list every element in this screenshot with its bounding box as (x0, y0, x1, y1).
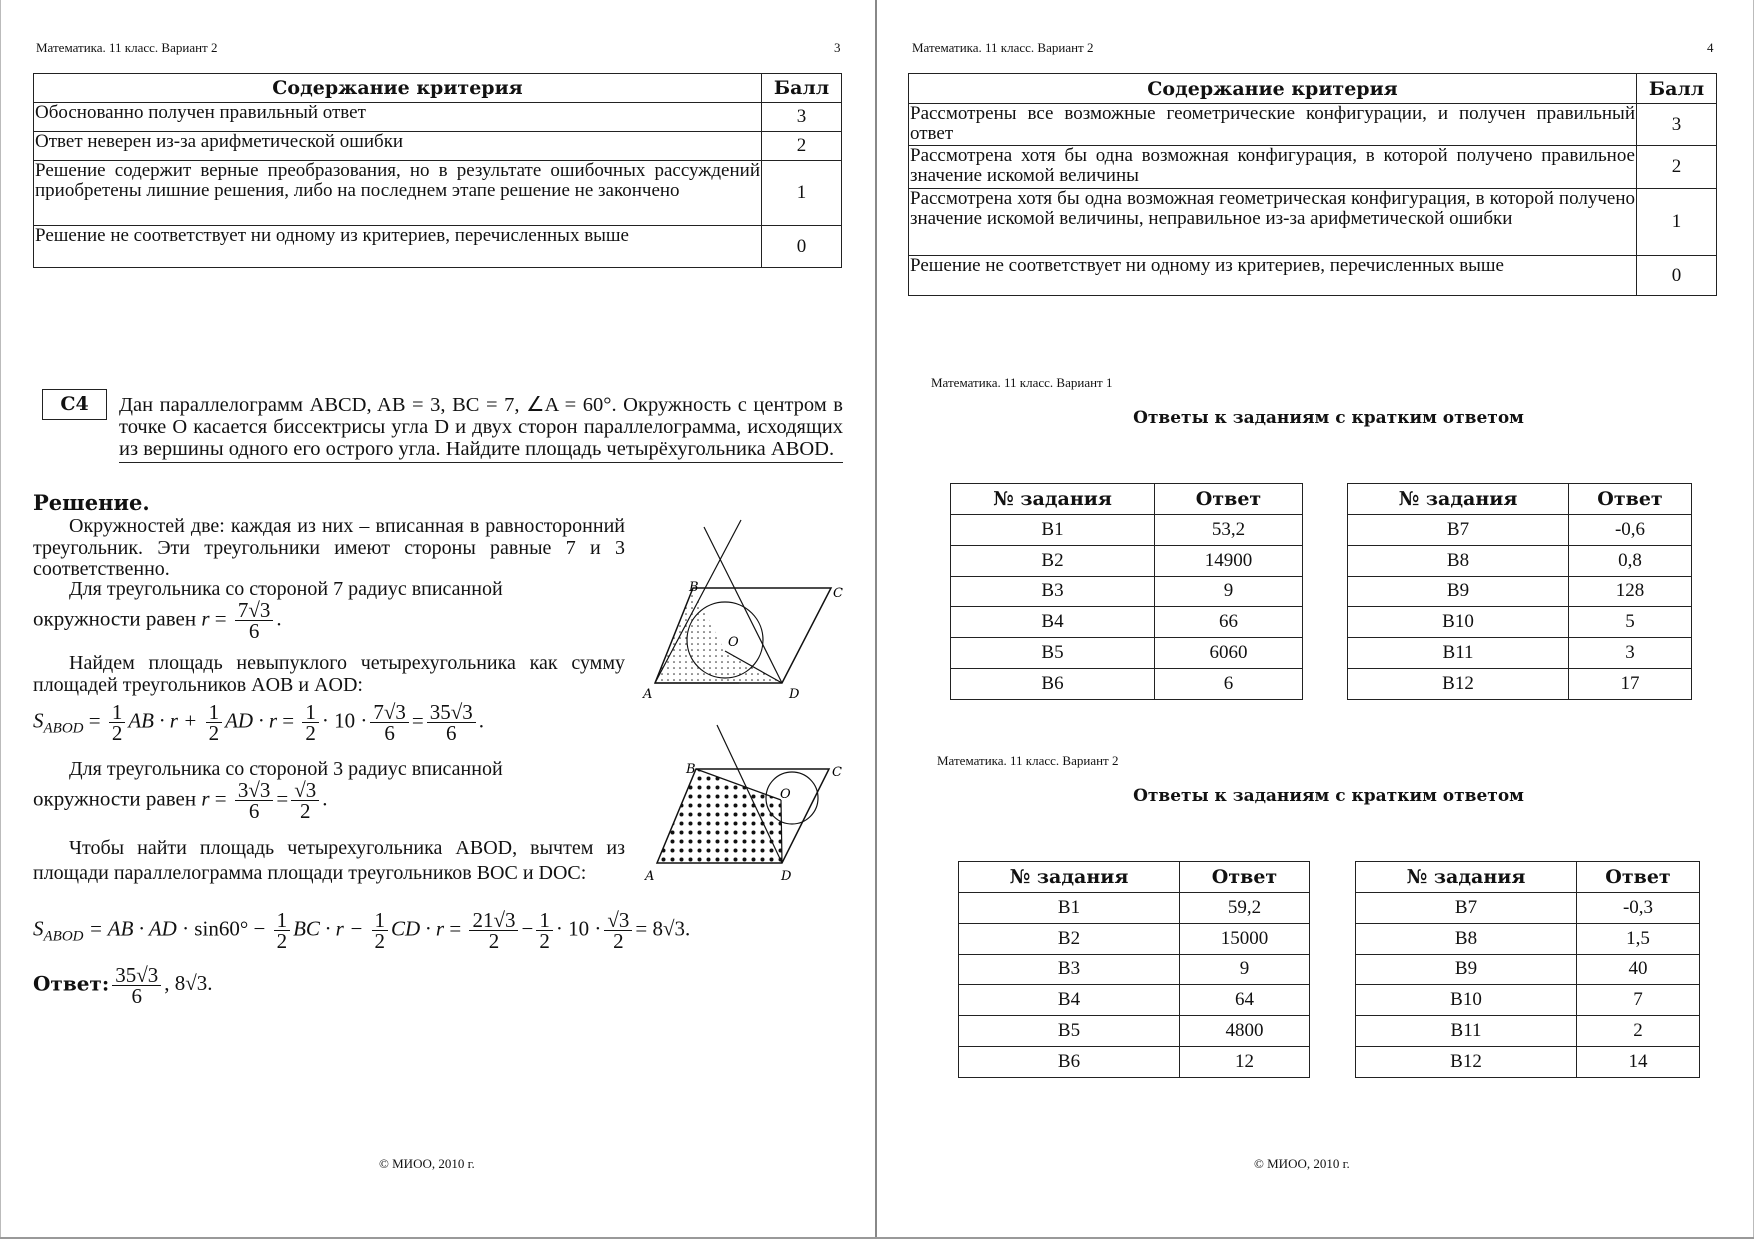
table-row (959, 1046, 1310, 1077)
formula-text: AD · r (225, 708, 278, 733)
formula-area-1 (33, 702, 484, 743)
formula-text: = (209, 786, 232, 811)
task-number-cell: B9 (1348, 576, 1569, 607)
solution-heading-text: Решение (33, 490, 143, 515)
solution-heading: Решение. (33, 490, 150, 515)
fraction-numerator: 7√3 (235, 600, 274, 621)
formula-text: BC · r − (293, 916, 369, 941)
table-row (951, 668, 1303, 699)
table-header-row (909, 74, 1717, 104)
fraction-numerator: 1 (109, 702, 126, 723)
score-cell: 3 (762, 103, 842, 132)
column-header-answer: Ответ (1155, 484, 1303, 515)
fig2-label-c: C (832, 765, 842, 780)
task-number-cell: B8 (1348, 545, 1569, 576)
table-row (1348, 515, 1692, 546)
figure-2-parallelogram (641, 720, 856, 890)
table-row (1348, 607, 1692, 638)
answer-cell: 4800 (1180, 1016, 1310, 1047)
table-row (959, 985, 1310, 1016)
table-row (909, 146, 1717, 189)
fraction-denominator: 2 (111, 721, 123, 745)
fraction-denominator: 2 (276, 929, 288, 953)
fraction (604, 910, 632, 951)
criterion-cell: Рассмотрены все возможные геометрические конфигурации, и получен правильный ответ (910, 103, 1635, 144)
fraction-numerator: 1 (206, 702, 223, 723)
formula-text: . (478, 708, 485, 733)
solution-paragraph-1: Окружностей две: каждая из них – вписанная в равносторонний треугольник. Эти треугольники имеют стороны равные 7 и 3 соответственно. (33, 515, 625, 580)
fraction (235, 780, 274, 821)
variant-1-label: Математика. 11 класс. Вариант 1 (931, 375, 1113, 390)
table-row (34, 132, 842, 161)
answer (33, 965, 213, 1006)
formula-text: = (277, 708, 300, 733)
answer-cell: 0,8 (1569, 545, 1692, 576)
solution-paragraph-4: Для треугольника со стороной 3 радиус вписанной (69, 758, 503, 780)
formula-text: r (201, 606, 210, 631)
table-row (1348, 576, 1692, 607)
column-header-score: Балл (1637, 74, 1717, 104)
answer-cell: 2 (1577, 1016, 1700, 1047)
fraction-denominator: 2 (539, 929, 550, 953)
formula-text: окружности равен (33, 606, 202, 631)
score-cell: 2 (1637, 146, 1717, 189)
fraction (291, 780, 319, 821)
table-row (1356, 893, 1700, 924)
table-row (959, 923, 1310, 954)
table-row (951, 607, 1303, 638)
fraction (109, 702, 126, 743)
fig1-label-o: O (728, 635, 739, 650)
answer-cell: 3 (1569, 638, 1692, 669)
answer-cell: 12 (1180, 1046, 1310, 1077)
answer-cell: 66 (1155, 607, 1303, 638)
answers-v1-left (950, 483, 1303, 700)
column-header-task: № задания (959, 862, 1180, 893)
formula-text: = (444, 916, 467, 941)
table-row (951, 515, 1303, 546)
table-row (909, 104, 1717, 146)
task-number-cell: B1 (959, 893, 1180, 924)
formula-text: = (83, 708, 106, 733)
formula-text: · sin60° − (176, 916, 271, 941)
answer-cell: 1,5 (1577, 923, 1700, 954)
fraction (302, 702, 319, 743)
fraction-numerator: 7√3 (370, 702, 409, 723)
task-number-cell: B2 (951, 545, 1155, 576)
fig2-label-b: B (686, 762, 696, 777)
table-row (951, 545, 1303, 576)
answer-cell: 14 (1577, 1046, 1700, 1077)
task-number-cell: B8 (1356, 923, 1577, 954)
table-header-row (951, 484, 1303, 515)
variant-2-label: Математика. 11 класс. Вариант 2 (937, 753, 1119, 768)
score-cell: 2 (762, 132, 842, 161)
variant-2-title: Ответы к заданиям с кратким ответом (1133, 786, 1524, 806)
criterion-cell: Решение содержит верные преобразования, но в результате ошибочных рассуждений приобретены лишние решения, либо на последнем этапе решение не закончено (34, 161, 762, 226)
table-row (959, 954, 1310, 985)
criterion-cell: Обоснованно получен правильный ответ (34, 103, 762, 132)
task-number-cell: B11 (1356, 1016, 1577, 1047)
column-header-criterion: Содержание критерия (34, 74, 762, 103)
fraction-denominator: 6 (248, 799, 260, 823)
formula-text: . (276, 606, 282, 631)
task-number-cell: B7 (1356, 893, 1577, 924)
table-row (1356, 985, 1700, 1016)
table-row (34, 161, 842, 226)
fraction (427, 702, 476, 743)
answer-cell: 64 (1180, 985, 1310, 1016)
answers-v1-right (1347, 483, 1692, 700)
answer-cell: 6060 (1155, 638, 1303, 669)
fraction (372, 910, 389, 951)
answer-cell: 5 (1569, 607, 1692, 638)
fraction (112, 965, 161, 1006)
task-number-cell: B5 (951, 638, 1155, 669)
criterion-cell: Решение не соответствует ни одному из критериев, перечисленных выше (909, 256, 1637, 296)
fraction-denominator: 2 (613, 929, 624, 953)
page-right (877, 0, 1754, 1239)
formula-area-2 (33, 910, 690, 951)
formula-radius-2 (33, 780, 328, 821)
task-number-cell: B3 (951, 576, 1155, 607)
answer-cell: 17 (1569, 668, 1692, 699)
fraction-denominator: 2 (208, 721, 220, 745)
formula-text: окружности равен (33, 786, 202, 811)
fig1-label-d: D (789, 687, 800, 702)
page-header: Математика. 11 класс. Вариант 2 (36, 40, 218, 55)
table-row (951, 638, 1303, 669)
column-header-answer: Ответ (1569, 484, 1692, 515)
task-number-cell: B10 (1356, 985, 1577, 1016)
table-row (1348, 545, 1692, 576)
solution-paragraph-5: Чтобы найти площадь четырехугольника ABOD, вычтем из площади параллелограмма площади треугольников BOC и DOC: (33, 837, 625, 884)
answer-cell: 53,2 (1155, 515, 1303, 546)
table-row (1348, 638, 1692, 669)
column-header-task: № задания (1348, 484, 1569, 515)
fig2-label-a: A (645, 869, 655, 884)
solution-paragraph-3: Найдем площадь невыпуклого четырехугольника как сумму площадей треугольников AOB и AOD: (33, 652, 625, 696)
task-number-cell: B4 (951, 607, 1155, 638)
table-row (1348, 668, 1692, 699)
formula-text: · 10 · (555, 916, 602, 941)
table-header-row (34, 74, 842, 103)
fraction (235, 600, 274, 641)
fraction-numerator: 1 (302, 702, 319, 723)
criterion-cell: Решение не соответствует ни одному из критериев, перечисленных выше (34, 226, 762, 268)
answer-cell: 9 (1155, 576, 1303, 607)
table-row (1356, 923, 1700, 954)
fig2-label-o: O (780, 787, 791, 802)
fraction-denominator: 2 (374, 929, 385, 953)
formula-text: , 8√3. (164, 971, 213, 996)
criterion-cell: Ответ неверен из-за арифметической ошибки (34, 132, 762, 161)
footer: © МИОО, 2010 г. (1254, 1156, 1350, 1171)
fraction-numerator: √3 (604, 910, 632, 931)
task-number-cell: B5 (959, 1016, 1180, 1047)
column-header-answer: Ответ (1180, 862, 1310, 893)
fraction-denominator: 6 (248, 619, 260, 643)
page-number: 4 (1707, 40, 1714, 55)
fig1-label-c: C (833, 586, 843, 601)
fraction-numerator: √3 (291, 780, 319, 801)
task-number-cell: B4 (959, 985, 1180, 1016)
table-row (909, 189, 1717, 256)
answer-cell: 15000 (1180, 923, 1310, 954)
fraction-numerator: 21√3 (469, 910, 518, 931)
fraction (206, 702, 223, 743)
answer-cell: 40 (1577, 954, 1700, 985)
formula-text: S (33, 708, 44, 733)
formula-text: = (411, 708, 424, 733)
table-row (959, 1016, 1310, 1047)
formula-text: ABOD (43, 720, 84, 737)
table-row (1356, 1046, 1700, 1077)
answer-cell: 9 (1180, 954, 1310, 985)
fraction-denominator: 2 (305, 721, 316, 745)
score-cell: 3 (1637, 104, 1717, 146)
table-row (909, 256, 1717, 296)
table-header-row (1348, 484, 1692, 515)
table-row (959, 893, 1310, 924)
score-cell: 1 (1637, 189, 1717, 256)
answer-cell: 7 (1577, 985, 1700, 1016)
criterion-cell: Рассмотрена хотя бы одна возможная конфигурация, в которой получено правильное значение искомой величины (909, 146, 1637, 189)
column-header-score: Балл (762, 74, 842, 103)
task-number-cell: B12 (1356, 1046, 1577, 1077)
column-header-task: № задания (951, 484, 1155, 515)
formula-text: − (521, 916, 534, 941)
fraction (469, 910, 518, 951)
fig1-label-b: B (689, 580, 699, 595)
score-cell: 0 (762, 226, 842, 268)
table-header-row (1356, 862, 1700, 893)
column-header-criterion: Содержание критерия (909, 74, 1637, 104)
task-number-cell: B9 (1356, 954, 1577, 985)
task-number-cell: B6 (959, 1046, 1180, 1077)
fraction-denominator: 6 (384, 721, 395, 745)
formula-text: = (276, 786, 289, 811)
answers-v2-right (1355, 861, 1700, 1078)
answers-v2-left (958, 861, 1310, 1078)
fraction (274, 910, 291, 951)
formula-radius-1 (33, 600, 282, 641)
formula-text: = (209, 606, 232, 631)
table-row (1356, 954, 1700, 985)
task-number-cell: B10 (1348, 607, 1569, 638)
fraction-denominator: 2 (488, 929, 500, 953)
answer-cell: 128 (1569, 576, 1692, 607)
answer-label: Ответ: (33, 971, 110, 996)
criteria-table (33, 73, 842, 268)
formula-text: = 8√3. (635, 916, 691, 941)
solution-paragraph-2: Для треугольника со стороной 7 радиус вписанной (69, 578, 503, 600)
formula-text: ABOD (43, 928, 84, 945)
table-row (951, 576, 1303, 607)
fraction-numerator: 3√3 (235, 780, 274, 801)
criteria-table (908, 73, 1717, 296)
task-number-cell: B12 (1348, 668, 1569, 699)
formula-text: = AB · AD (83, 916, 177, 941)
fraction (370, 702, 409, 743)
fraction-numerator: 1 (536, 910, 553, 931)
page-header: Математика. 11 класс. Вариант 2 (912, 40, 1094, 55)
score-cell: 0 (1637, 256, 1717, 296)
answer-cell: -0,6 (1569, 515, 1692, 546)
answer-value (109, 963, 213, 1008)
column-header-task: № задания (1356, 862, 1577, 893)
answer-cell: 14900 (1155, 545, 1303, 576)
formula-text: . (322, 786, 328, 811)
page-number: 3 (834, 40, 841, 55)
figure-1-parallelogram (641, 515, 856, 705)
task-number-cell: B3 (959, 954, 1180, 985)
fig1-label-a: A (643, 687, 653, 702)
formula-text: · 10 · (321, 708, 368, 733)
formula-text: r (201, 786, 210, 811)
table-row (34, 226, 842, 268)
footer: © МИОО, 2010 г. (379, 1156, 475, 1171)
answer-cell: -0,3 (1577, 893, 1700, 924)
fig2-label-d: D (781, 869, 792, 884)
fraction-numerator: 1 (372, 910, 389, 931)
formula-text: AB · r + (128, 708, 203, 733)
task-number-cell: B11 (1348, 638, 1569, 669)
table-header-row (959, 862, 1310, 893)
task-number-cell: B2 (959, 923, 1180, 954)
answer-cell: 59,2 (1180, 893, 1310, 924)
answer-cell: 6 (1155, 668, 1303, 699)
fraction-denominator: 2 (300, 799, 311, 823)
fraction-denominator: 6 (446, 721, 457, 745)
column-header-answer: Ответ (1577, 862, 1700, 893)
task-label: C4 (42, 389, 107, 420)
fraction (536, 910, 553, 951)
task-statement: Дан параллелограмм ABCD, AB = 3, BC = 7, ∠A = 60°. Окружность с центром в точке O касается биссектрисы угла D и двух сторон параллелограмма, исходящих из вершины одного его острого угла. Найдите площадь четырёхугольника ABOD. (119, 394, 843, 463)
variant-1-title: Ответы к заданиям с кратким ответом (1133, 408, 1524, 428)
table-row (34, 103, 842, 132)
fraction-numerator: 1 (274, 910, 291, 931)
task-number-cell: B6 (951, 668, 1155, 699)
fraction-numerator: 35√3 (112, 965, 161, 986)
table-row (1356, 1016, 1700, 1047)
fraction-numerator: 35√3 (427, 702, 476, 723)
score-cell: 1 (762, 161, 842, 226)
fraction-denominator: 6 (131, 984, 142, 1008)
formula-text: CD · r (391, 916, 445, 941)
formula-text: S (33, 916, 44, 941)
task-number-cell: B7 (1348, 515, 1569, 546)
task-number-cell: B1 (951, 515, 1155, 546)
criterion-cell: Рассмотрена хотя бы одна возможная геометрическая конфигурация, в которой получено значение искомой величины, неправильное из-за арифметической ошибки (909, 189, 1637, 256)
